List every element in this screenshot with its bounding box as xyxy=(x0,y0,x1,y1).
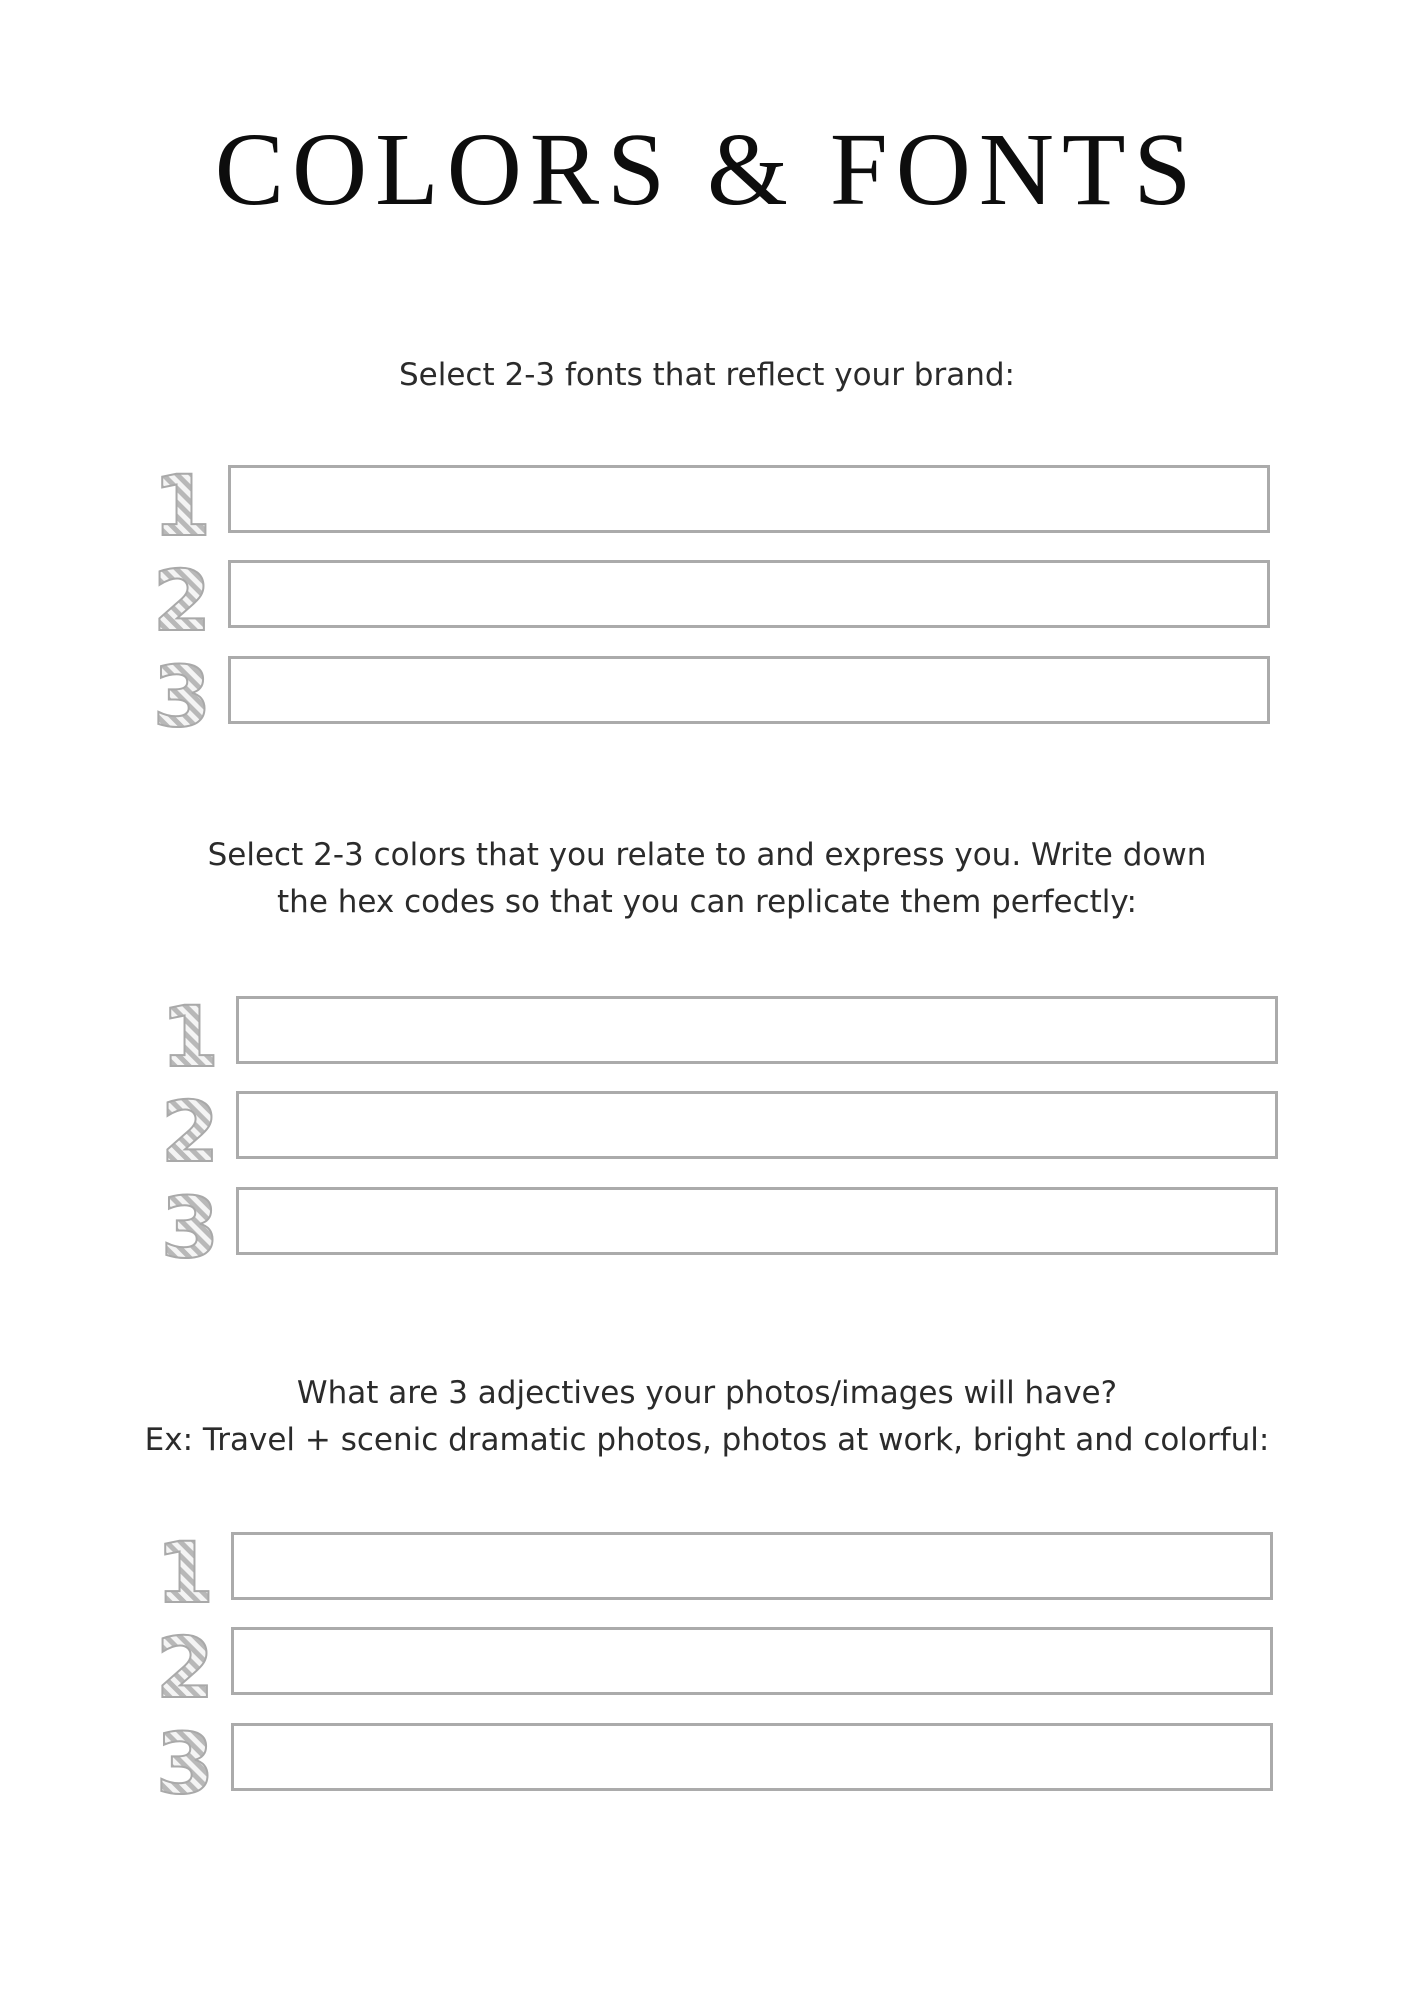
photos-prompt-line: Ex: Travel + scenic dramatic photos, photos at work, bright and colorful: xyxy=(144,1422,1270,1458)
colors-prompt xyxy=(0,832,1414,926)
svg-text:1: 1 xyxy=(152,465,212,543)
color-row-2 xyxy=(158,1091,1278,1169)
photos-prompt xyxy=(0,1370,1414,1464)
fonts-prompt xyxy=(0,352,1414,399)
photo-row-1 xyxy=(153,1532,1273,1610)
svg-text:3: 3 xyxy=(160,1187,220,1265)
svg-text:3: 3 xyxy=(155,1723,215,1801)
svg-text:2: 2 xyxy=(155,1627,215,1705)
font-row-1 xyxy=(150,465,1270,543)
colors-prompt-line: Select 2-3 colors that you relate to and express you. Write down xyxy=(207,837,1207,873)
font-field-2[interactable] xyxy=(228,560,1270,628)
svg-text:2: 2 xyxy=(152,560,212,638)
photo-row-3 xyxy=(153,1723,1273,1801)
svg-text:2: 2 xyxy=(160,1091,220,1169)
numeral-2-icon xyxy=(153,1627,217,1705)
svg-text:3: 3 xyxy=(152,656,212,734)
numeral-1-icon xyxy=(158,996,222,1074)
photo-field-3[interactable] xyxy=(231,1723,1273,1791)
font-row-3 xyxy=(150,656,1270,734)
photos-prompt-line: What are 3 adjectives your photos/images will have? xyxy=(296,1375,1118,1411)
fonts-prompt-line: Select 2-3 fonts that reflect your brand: xyxy=(398,357,1015,393)
color-field-2[interactable] xyxy=(236,1091,1278,1159)
photo-row-2 xyxy=(153,1627,1273,1705)
page-title: COLORS & FONTS xyxy=(214,112,1200,227)
numeral-2-icon xyxy=(158,1091,222,1169)
photo-field-2[interactable] xyxy=(231,1627,1273,1695)
font-row-2 xyxy=(150,560,1270,638)
numeral-1-icon xyxy=(150,465,214,543)
colors-prompt-line: the hex codes so that you can replicate them perfectly: xyxy=(277,884,1137,920)
numeral-3-icon xyxy=(150,656,214,734)
numeral-3-icon xyxy=(158,1187,222,1265)
color-field-1[interactable] xyxy=(236,996,1278,1064)
numeral-2-icon xyxy=(150,560,214,638)
numeral-3-icon xyxy=(153,1723,217,1801)
color-field-3[interactable] xyxy=(236,1187,1278,1255)
numeral-1-icon xyxy=(153,1532,217,1610)
font-field-3[interactable] xyxy=(228,656,1270,724)
font-field-1[interactable] xyxy=(228,465,1270,533)
svg-text:1: 1 xyxy=(155,1532,215,1610)
svg-text:1: 1 xyxy=(160,996,220,1074)
color-row-1 xyxy=(158,996,1278,1074)
color-row-3 xyxy=(158,1187,1278,1265)
photo-field-1[interactable] xyxy=(231,1532,1273,1600)
